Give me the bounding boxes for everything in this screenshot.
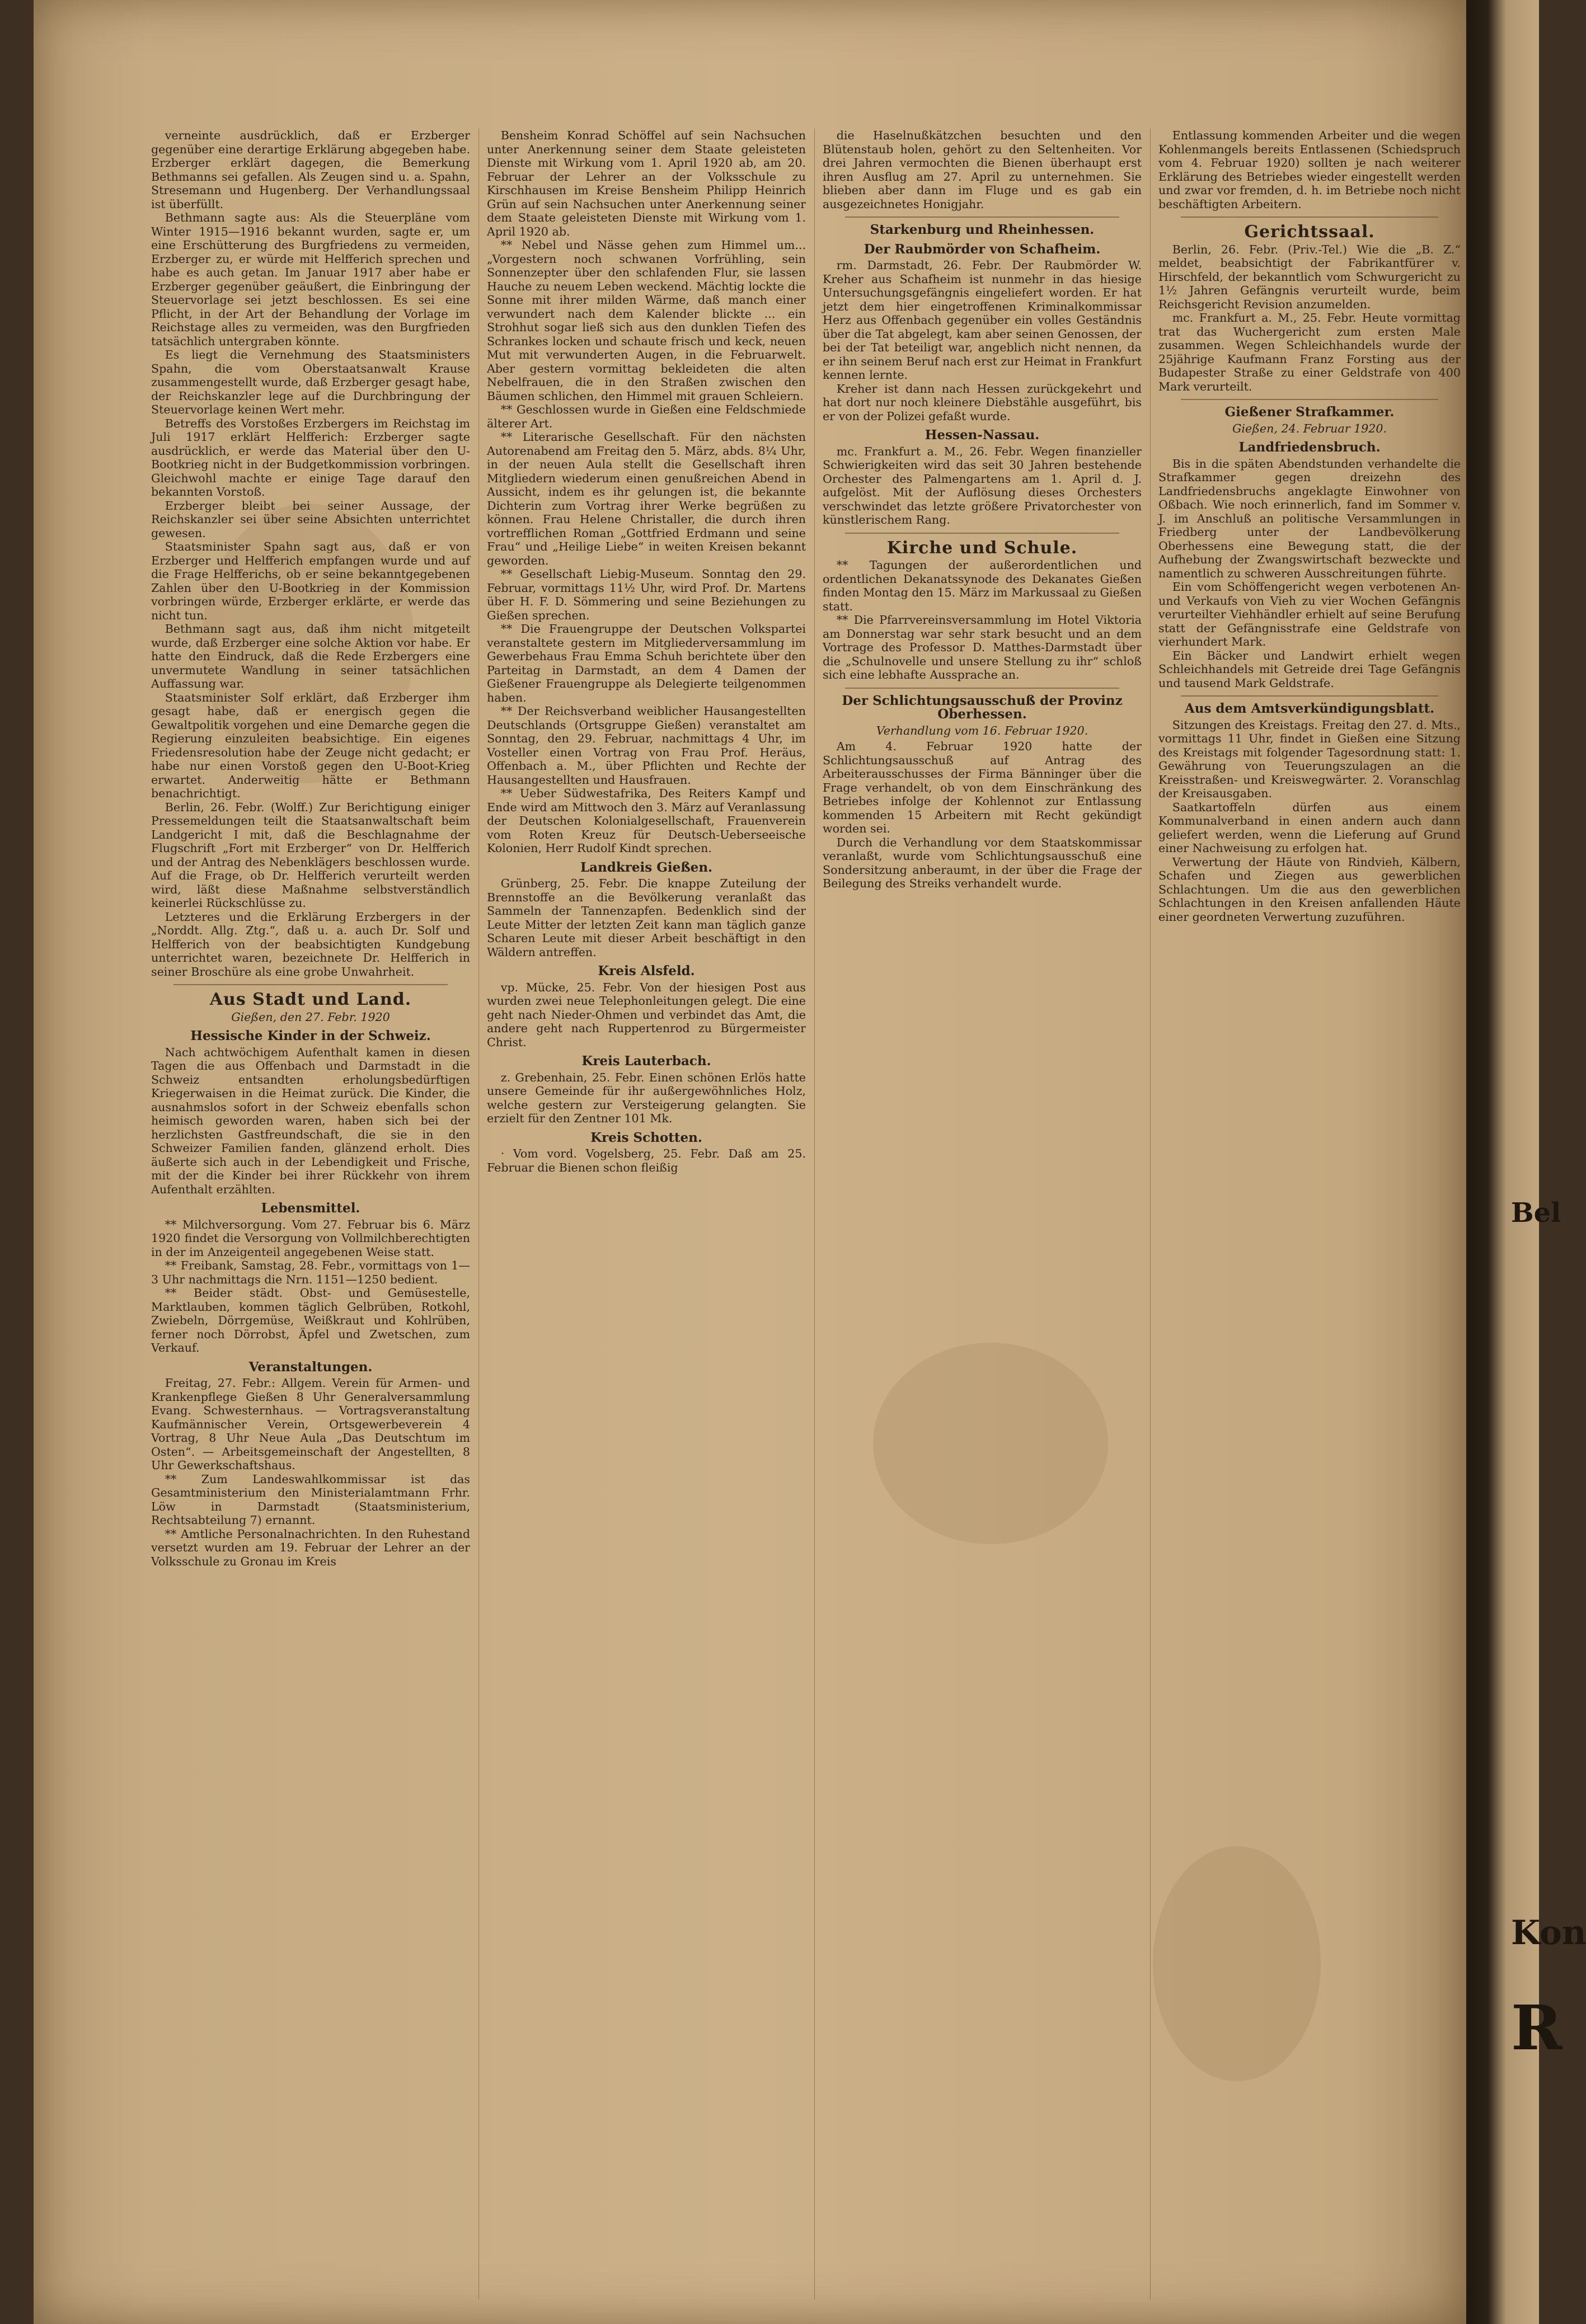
article-headline: Veranstaltungen. [248,1359,373,1375]
article-paragraph: · Vom vord. Vogelsberg, 25. Febr. Daß am 25. Februar die Bienen schon fleißig [487,1147,806,1174]
article-paragraph: ** Der Reichsverband weiblicher Hausangestellten Deutschlands (Ortsgruppe Gießen) veranstaltet am Sonntag, den 29. Februar, nachmittags 4 Uhr, im Vosteller einen Vortrag von Frau Prof. Heräus, Offenbach a. M., über Pflichten und Rechte der Hausangestellten und Hausfrauen. [487,704,806,787]
article-paragraph: ** Freibank, Samstag, 28. Febr., vormittags von 1—3 Uhr nachmittags die Nrn. 1151—1250 bedient. [151,1259,470,1286]
section-title: Gerichtssaal. [1244,222,1375,242]
adjacent-page-fragment: Kon [1511,1913,1586,1953]
article-headline: Gießener Strafkammer. [1224,404,1395,420]
column-4 [1158,129,1461,2311]
article-paragraph: ** Amtliche Personalnachrichten. In den Ruhestand versetzt wurden am 19. Februar der Lehrer an der Volksschule zu Gronau im Kreis [151,1527,470,1568]
column-rule [478,129,479,2299]
article-paragraph: ** Tagungen der außerordentlichen und ordentlichen Dekanatssynode des Dekanates Gießen finden Montag den 15. März im Markussaal zu Gießen statt. [823,558,1142,613]
article-headline: Der Schlichtungsausschuß der Provinz Oberhessen. [842,693,1123,722]
article-paragraph: vp. Mücke, 25. Febr. Von der hiesigen Post aus wurden zwei neue Telephonleitungen gelegt. Die eine geht nach Nieder-Ohmen und verbindet das Amt, die andere geht nach Ruppertenrod zu Bürgermeister Christ. [487,980,806,1049]
article-headline: Kreis Schotten. [590,1130,702,1145]
article-paragraph: Saatkartoffeln dürfen aus einem Kommunalverband in einen andern auch dann geliefert werden, wenn die Lieferung auf Grund einer Nachweisung zu erfolgen hat. [1158,800,1461,855]
article-paragraph: ** Zum Landeswahlkommissar ist das Gesamtministerium den Ministerialamtmann Frhr. Löw in Darmstadt (Staatsministerium, Rechtsabteilung 7) ernannt. [151,1472,470,1527]
section-title: Kirche und Schule. [886,538,1078,558]
article-paragraph: Nach achtwöchigem Aufenthalt kamen in diesen Tagen die aus Offenbach und Darmstadt in die Schweiz entsandten erholungsbedürftigen Kriegerwaisen in die Heimat zurück. Die Kinder, die ausnahmslos sofort in der Schweiz ebenfalls schon heimisch geworden waren, haben sich bei der herzlichsten Gastfreundschaft, die sie in den Schweizer Familien fanden, glänzend erholt. Dies äußerte sich auch in der Lebendigkeit und Frische, mit der die Kinder bei ihrer Rückkehr von ihrem Aufenthalt erzählten. [151,1045,470,1196]
article-paragraph: ** Literarische Gesellschaft. Für den nächsten Autorenabend am Freitag den 5. März, abds. 8¼ Uhr, in der neuen Aula stellt die Gesellschaft ihren Mitgliedern wiederum einen genußreichen Abend in Aussicht, indem es ihr gelungen ist, die bekannte Dichterin zum Vortrag ihrer Werke begrüßen zu können. Frau Helene Christaller, die durch ihren vortrefflichen Roman „Gottfried Erdmann und seine Frau“ und „Heilige Liebe“ in weiten Kreisen bekannt geworden. [487,430,806,567]
article-paragraph: Bethmann sagt aus, daß ihm nicht mitgeteilt wurde, daß Erzberger eine solche Aktion vor habe. Er hatte den Eindruck, daß die Rede Erzbergers eine unvermutete Wandlung in seiner tatsächlichen Auffassung war. [151,622,470,690]
article-paragraph: ** Nebel und Nässe gehen zum Himmel um... „Vorgestern noch schwanen Vorfrühling, sein Sonnenzepter über den schlafenden Flur, sie lassen Hauche zu neuem Leben weckend. Mächtig lockte die Sonne mit ihrer milden Wärme, daß manch einer verwundert nach dem Kalender blickte ... ein Strohhut sogar ließ sich aus den dunklen Tiefen des Schrankes locken und schaute frisch und keck, neuen Mut mit verwunderten Augen, in die Februarwelt. Aber gestern vormittag bekleideten die alten Nebelfrauen, die in den Straßen zwischen den Bäumen schlichen, den Himmel mit grauen Schleiern. [487,238,806,403]
article-paragraph: Staatsminister Solf erklärt, daß Erzberger ihm gesagt habe, daß er energisch gegen die Gewaltpolitik vorgehen und eine Demarche gegen die Regierung einzuleiten beabsichtige. Ein eigenes Friedensresolution habe der Zeuge nicht gedacht; er habe nur einen Vorstoß gegen den U-Boot-Krieg erwartet. Anderweitig hätte er Bethmann benachrichtigt. [151,690,470,800]
article-paragraph: ** Gesellschaft Liebig-Museum. Sonntag den 29. Februar, vormittags 11½ Uhr, wird Prof. Dr. Martens über H. F. D. Sömmering und seine Beziehungen zu Gießen sprechen. [487,567,806,622]
article-paragraph: Betreffs des Vorstoßes Erzbergers im Reichstag im Juli 1917 erklärt Helfferich: Erzberger sagte ausdrücklich, er werde das Material über den U-Bootkrieg nicht in der Budgetkommission vorbringen. Gleichwohl machte er einige Tage darauf den bekannten Vorstoß. [151,416,470,498]
newspaper-page [34,0,1466,2324]
article-paragraph: ** Ueber Südwestafrika, Des Reiters Kampf und Ende wird am Mittwoch den 3. März auf Veranlassung der Deutschen Kolonialgesellschaft, Frauenverein vom Roten Kreuz für Deutsch-Ueberseeische Kolonien, Herr Rudolf Kindt sprechen. [487,787,806,855]
article-paragraph: ** Beider städt. Obst- und Gemüsestelle, Marktlauben, kommen täglich Gelbrüben, Rotkohl, Zwiebeln, Dörrgemüse, Weißkraut und Kohlrüben, ferner noch Dörrobst, Äpfel und Zwetschen, zum Verkauf. [151,1286,470,1354]
article-paragraph: Es liegt die Vernehmung des Staatsministers Spahn, die vom Oberstaatsanwalt Krause zusammengestellt wurde, daß Erzberger gesagt habe, der Reichskanzler lege auf die Durchbringung der Steuervorlage keinen Wert mehr. [151,348,470,416]
article-paragraph: Bis in die späten Abendstunden verhandelte die Strafkammer gegen dreizehn des Landfriedensbruchs angeklagte Einwohner von Oßbach. Wie noch erinnerlich, fand im Sommer v. J. im Anschluß an politische Versammlungen in Friedberg unter der Landbevölkerung Oberhessens eine Bewegung statt, die der Aufhebung der Zwangswirtschaft bezweckte und namentlich zu schweren Ausschreitungen führte. [1158,457,1461,580]
article-paragraph: Grünberg, 25. Febr. Die knappe Zuteilung der Brennstoffe an die Bevölkerung veranlaßt das Sammeln der Tannenzapfen. Bedenklich sind der Leute Mitter der letzten Zeit kann man täglich ganze Scharen Leute mit dieser Arbeit beschäftigt in den Wäldern antreffen. [487,877,806,959]
divider [845,688,1119,689]
column-3 [823,129,1142,2311]
divider [845,533,1119,534]
article-paragraph: ** Die Frauengruppe der Deutschen Volkspartei veranstaltete gestern im Mitgliederversammlung im Gewerbehaus Frau Emma Schuh berichtete über den Parteitag in Darmstadt, an dem 4 Damen der Gießener Frauengruppe als Delegierte teilgenommen haben. [487,622,806,704]
article-paragraph: Kreher ist dann nach Hessen zurückgekehrt und hat dort nur noch kleinere Diebstähle ausgeführt, bis er von der Polizei gefaßt wurde. [823,382,1142,423]
dateline: Gießen, 24. Februar 1920. [1232,421,1387,435]
article-paragraph: Ein Bäcker und Landwirt erhielt wegen Schleichhandels mit Getreide drei Tage Gefängnis und tausend Mark Geldstrafe. [1158,648,1461,690]
section-title: Aus Stadt und Land. [209,990,412,1009]
article-headline: Kreis Lauterbach. [581,1053,711,1069]
adjacent-page-fragment: Bel [1511,1197,1561,1229]
article-headline: Lebensmittel. [261,1201,360,1216]
column-rule [814,129,815,2299]
dateline: Gießen, den 27. Febr. 1920 [231,1010,390,1024]
column-1 [151,129,470,2311]
column-rule [1150,129,1151,2299]
article-paragraph: Entlassung kommenden Arbeiter und die wegen Kohlenmangels bereits Entlassenen (Schiedspruch vom 4. Februar 1920) sollten je nach weiterer Erklärung des Betriebes wieder eingestellt werden und zwar vor fremden, d. h. im Betriebe noch nicht beschäftigten Arbeitern. [1158,129,1461,211]
article-paragraph: ** Milchversorgung. Vom 27. Februar bis 6. März 1920 findet die Versorgung von Vollmilchberechtigten in der im Anzeigenteil angegebenen Weise statt. [151,1217,470,1259]
article-headline: Aus dem Amtsverkündigungsblatt. [1184,701,1435,716]
column-2 [487,129,806,2311]
article-paragraph: ** Die Pfarrvereinsversammlung im Hotel Viktoria am Donnerstag war sehr stark besucht und an dem Vortrage des Professor D. Matthes-Darmstadt über die „Schulnovelle und unsere Stellung zu ihr“ schloß sich eine lebhafte Aussprache an. [823,613,1142,681]
article-paragraph: mc. Frankfurt a. M., 25. Febr. Heute vormittag trat das Wuchergericht zum ersten Male zusammen. Wegen Schleichhandels wurde der 25jährige Kaufmann Franz Forsting aus der Budapester Straße zu einer Geldstrafe von 400 Mark verurteilt. [1158,311,1461,393]
adjacent-page-edge [1466,0,1586,2324]
article-paragraph: Erzberger bleibt bei seiner Aussage, der Reichskanzler sei über seine Absichten unterrichtet gewesen. [151,498,470,540]
article-paragraph: Staatsminister Spahn sagt aus, daß er von Erzberger und Helfferich empfangen wurde und auf die Frage Helfferichs, ob er seine bekanntgegebenen Zahlen über den U-Bootkrieg in der Kommission vorbringen würde, Erzberger erklärte, er werde das nicht tun. [151,540,470,622]
article-paragraph: Ein vom Schöffengericht wegen verbotenen An- und Verkaufs von Vieh zu vier Wochen Gefängnis verurteilter Viehhändler erhielt auf seine Berufung statt der Gefängnisstrafe eine Geldstrafe von vierhundert Mark. [1158,580,1461,648]
divider [173,984,448,985]
article-paragraph: Berlin, 26. Febr. (Wolff.) Zur Berichtigung einiger Pressemeldungen teilt die Staatsanwaltschaft beim Landgericht I mit, daß die Beschlagnahme der Flugschrift „Fort mit Erzberger“ von Dr. Helfferich und der Antrag des Nebenklägers beschlossen wurde. Auf die Frage, ob Dr. Helfferich verurteilt werden wird, läßt diese Maßnahme selbstverständlich keinerlei Rückschlüsse zu. [151,800,470,910]
article-headline: Starkenburg und Rheinhessen. [870,222,1095,237]
divider [1181,217,1438,218]
article-paragraph: ** Geschlossen wurde in Gießen eine Feldschmiede älterer Art. [487,403,806,430]
article-paragraph: Sitzungen des Kreistags. Freitag den 27. d. Mts., vormittags 11 Uhr, findet in Gießen eine Sitzung des Kreistags mit folgender Tagesordnung statt: 1. Gewährung von Teuerungszulagen an die Kreisstraßen- und Kreiswegwärter. 2. Voranschlag der Kreisausgaben. [1158,718,1461,800]
article-paragraph: Bethmann sagte aus: Als die Steuerpläne vom Winter 1915—1916 bekannt wurden, sagte er, um eine Erschütterung des Burgfriedens zu vermeiden, Erzberger zu, er würde mit Helfferich sprechen und habe es auch getan. Im Januar 1917 aber habe er Erzberger gegenüber geäußert, die Einbringung der Steuervorlage sei jetzt beschlossen. Es sei eine Pflicht, in der Art der Behandlung der Vorlage im Reichstage alles zu vermeiden, was den Burgfrieden tatsächlich untergraben könnte. [151,211,470,348]
article-subheadline: Landfriedensbruch. [1238,440,1381,455]
article-paragraph: Verwertung der Häute von Rindvieh, Kälbern, Schafen und Ziegen aus gewerblichen Schlachtungen. Um die aus den gewerblichen Schlachtungen in den Kreisen anfallenden Häute einer geordneten Verwertung zuzuführen. [1158,855,1461,924]
adjacent-page-fragment: R [1511,1992,1562,2064]
article-paragraph: rm. Darmstadt, 26. Febr. Der Raubmörder W. Kreher aus Schafheim ist nunmehr in das hiesige Untersuchungsgefängnis eingeliefert worden. Er hat jetzt dem hier eingetroffenen Kriminalkommissar Herz aus Offenbach gegenüber ein volles Geständnis über die Tat abgelegt, kam aber seinen Genossen, der bei der Tat beteiligt war, angeblich nicht nennen, da er ihn seinem Beruf nach erst zur Heimat in Frankfurt kennen lernte. [823,258,1142,382]
article-paragraph: Freitag, 27. Febr.: Allgem. Verein für Armen- und Krankenpflege Gießen 8 Uhr Generalversammlung Evang. Schwesternhaus. — Vortragsveranstaltung Kaufmännischer Verein, Ortsgewerbeverein 4 Vortrag, 8 Uhr Neue Aula „Das Deutschtum im Osten“. — Arbeitsgemeinschaft der Angestellten, 8 Uhr Gewerkschaftshaus. [151,1376,470,1472]
divider [845,217,1119,218]
article-paragraph: Berlin, 26. Febr. (Priv.-Tel.) Wie die „B. Z.“ meldet, beabsichtigt der Fabrikantfürer v. Hirschfeld, der bekanntlich vom Schwurgericht zu 1½ Jahren Gefängnis verurteilt wurde, beim Reichsgericht Revision anzumelden. [1158,242,1461,311]
article-paragraph: Bensheim Konrad Schöffel auf sein Nachsuchen unter Anerkennung seiner dem Staate geleisteten Dienste mit Wirkung vom 1. April 1920 ab, am 20. Februar der Lehrer an der Volksschule zu Kirschhausen im Kreise Bensheim Philipp Heinrich Grün auf sein Nachsuchen unter Anerkennung seiner dem Staate geleisteten Dienste mit Wirkung vom 1. April 1920 ab. [487,129,806,238]
dateline: Verhandlung vom 16. Februar 1920. [876,723,1088,737]
article-headline: Hessische Kinder in der Schweiz. [190,1028,431,1043]
article-headline: Hessen-Nassau. [925,427,1040,443]
article-subheadline: Der Raubmörder von Schafheim. [864,241,1101,257]
article-paragraph: die Haselnußkätzchen besuchten und den Blütenstaub holen, gehört zu den Seltenheiten. Vor drei Jahren vermochten die Bienen überhaupt erst ihren Ausflug am 27. April zu unternehmen. Sie blieben aber dann im Fluge und es gab ein ausgezeichnetes Honigjahr. [823,129,1142,211]
article-paragraph: Letzteres und die Erklärung Erzbergers in der „Norddt. Allg. Ztg.“, daß u. a. auch Dr. Solf und Helfferich von der beabsichtigten Kundgebung unterrichtet waren, bezeichnete Dr. Helfferich in seiner Broschüre als eine grobe Unwahrheit. [151,910,470,978]
article-paragraph: mc. Frankfurt a. M., 26. Febr. Wegen finanzieller Schwierigkeiten wird das seit 30 Jahren bestehende Orchester des Palmengartens am 1. April d. J. aufgelöst. Mit der Auflösung dieses Orchesters verschwindet das letzte größere Privatorchester von künstlerischem Rang. [823,444,1142,526]
article-paragraph: verneinte ausdrücklich, daß er Erzberger gegenüber eine derartige Erklärung abgegeben habe. Erzberger erklärt dagegen, die Bemerkung Bethmanns sei gefallen. Als Zeugen sind u. a. Spahn, Stresemann und Hugenberg. Der Verhandlungssaal ist überfüllt. [151,129,470,211]
divider [1181,695,1438,697]
article-paragraph: z. Grebenhain, 25. Febr. Einen schönen Erlös hatte unsere Gemeinde für ihr außergewöhnliches Holz, welche gestern zur Versteigerung gelangten. Sie erzielt für den Zentner 101 Mk. [487,1070,806,1125]
article-paragraph: Durch die Verhandlung vor dem Staatskommissar veranlaßt, wurde vom Schlichtungsausschuß eine Sondersitzung anberaumt, in der über die Frage der Beilegung des Streiks verhandelt wurde. [823,835,1142,890]
divider [1181,399,1438,400]
article-headline: Landkreis Gießen. [580,859,713,875]
article-headline: Kreis Alsfeld. [598,963,695,978]
article-paragraph: Am 4. Februar 1920 hatte der Schlichtungsausschuß auf Antrag des Arbeiterausschusses der Firma Bänninger über die Frage verhandelt, ob von dem Einschränkung des Betriebes infolge der Kohlennot zur Entlassung kommenden 15 Arbeitern mit Recht gekündigt worden sei. [823,740,1142,835]
column-1-articles [151,129,470,978]
